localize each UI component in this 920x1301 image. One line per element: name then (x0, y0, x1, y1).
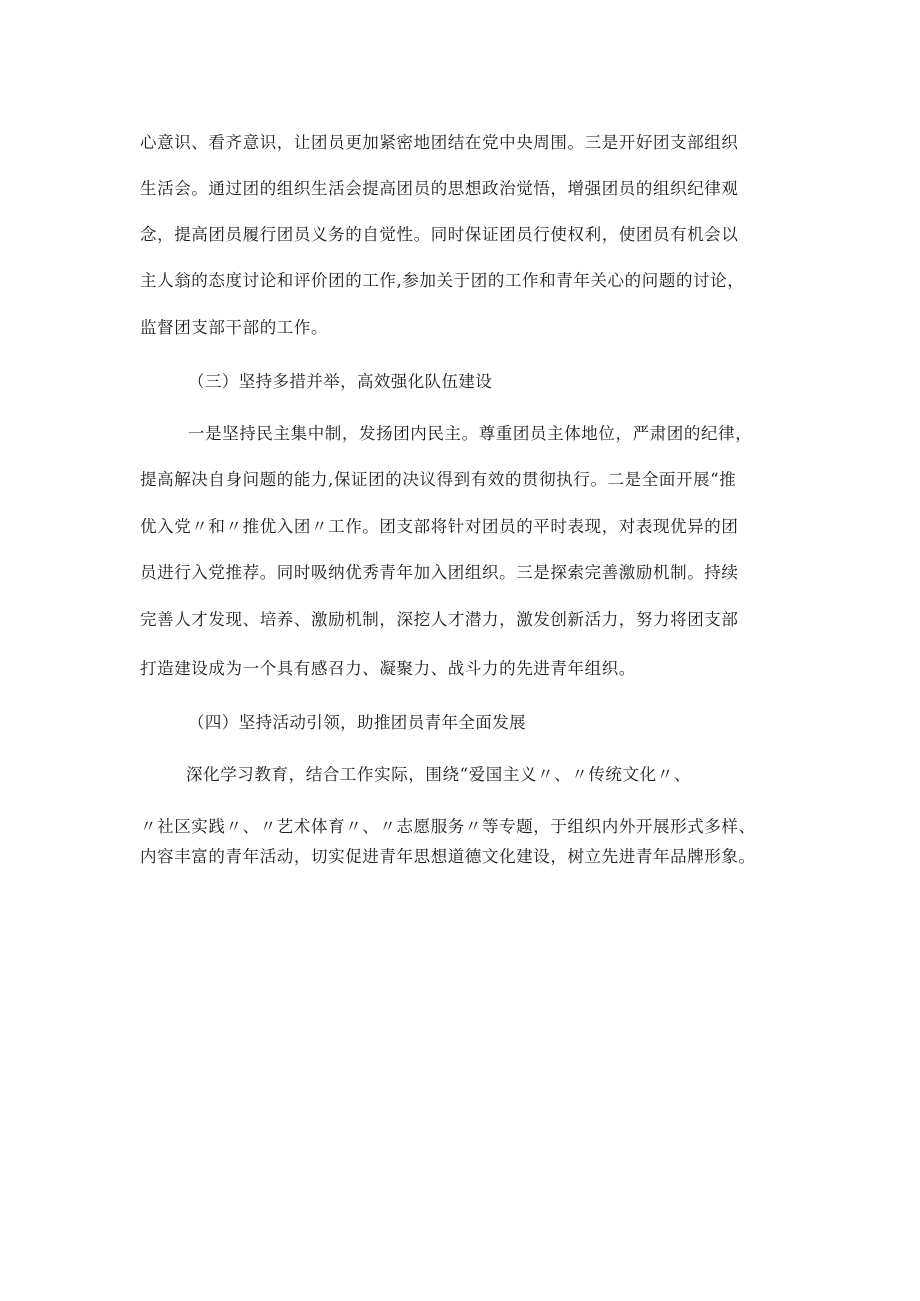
paragraph-3-line-3: 内容丰富的青年活动，切实促进青年思想道德文化建设，树立先进青年品牌形象。 (140, 847, 756, 866)
paragraph-3-line-2: 〃社区实践〃、〃艺术体育〃、〃志愿服务〃等专题，于组织内外开展形式多样、 (140, 817, 756, 836)
section-heading-4: （四）坚持活动引领，助推团员青年全面发展 (188, 713, 526, 732)
paragraph-3-line-1: 深化学习教育，结合工作实际，围绕“爱国主义〃、〃传统文化〃、 (186, 765, 691, 784)
paragraph-2-line-5: 完善人才发现、培养、激励机制，深挖人才潜力，激发创新活力，努力将团支部 (140, 610, 739, 629)
paragraph-1-line-3: 念，提高团员履行团员义务的自觉性。同时保证团员行使权利，使团员有机会以 (140, 225, 739, 244)
paragraph-1-line-2: 生活会。通过团的组织生活会提高团员的思想政治觉悟，增强团员的组织纪律观 (140, 179, 739, 198)
paragraph-1-line-1: 心意识、看齐意识，让团员更加紧密地团结在党中央周围。三是开好团支部组织 (140, 133, 739, 152)
paragraph-2-line-1: 一是坚持民主集中制，发扬团内民主。尊重团员主体地位，严肃团的纪律， (188, 424, 753, 443)
paragraph-2-line-2: 提高解决自身问题的能力,保证团的决议得到有效的贯彻执行。二是全面开展“推 (140, 470, 737, 489)
section-heading-3: （三）坚持多措并举，高效强化队伍建设 (188, 372, 493, 391)
paragraph-2-line-3: 优入党〃和〃推优入团〃工作。团支部将针对团员的平时表现，对表现优异的团 (140, 517, 739, 536)
paragraph-1-line-5: 监督团支部干部的工作。 (140, 318, 329, 337)
paragraph-2-line-4: 员进行入党推荐。同时吸纳优秀青年加入团组织。三是探索完善激励机制。持续 (140, 563, 739, 582)
paragraph-1-line-4: 主人翁的态度讨论和评价团的工作,参加关于团的工作和青年关心的问题的讨论， (140, 271, 745, 290)
paragraph-2-line-6: 打造建设成为一个具有感召力、凝聚力、战斗力的先进青年组织。 (140, 659, 636, 678)
